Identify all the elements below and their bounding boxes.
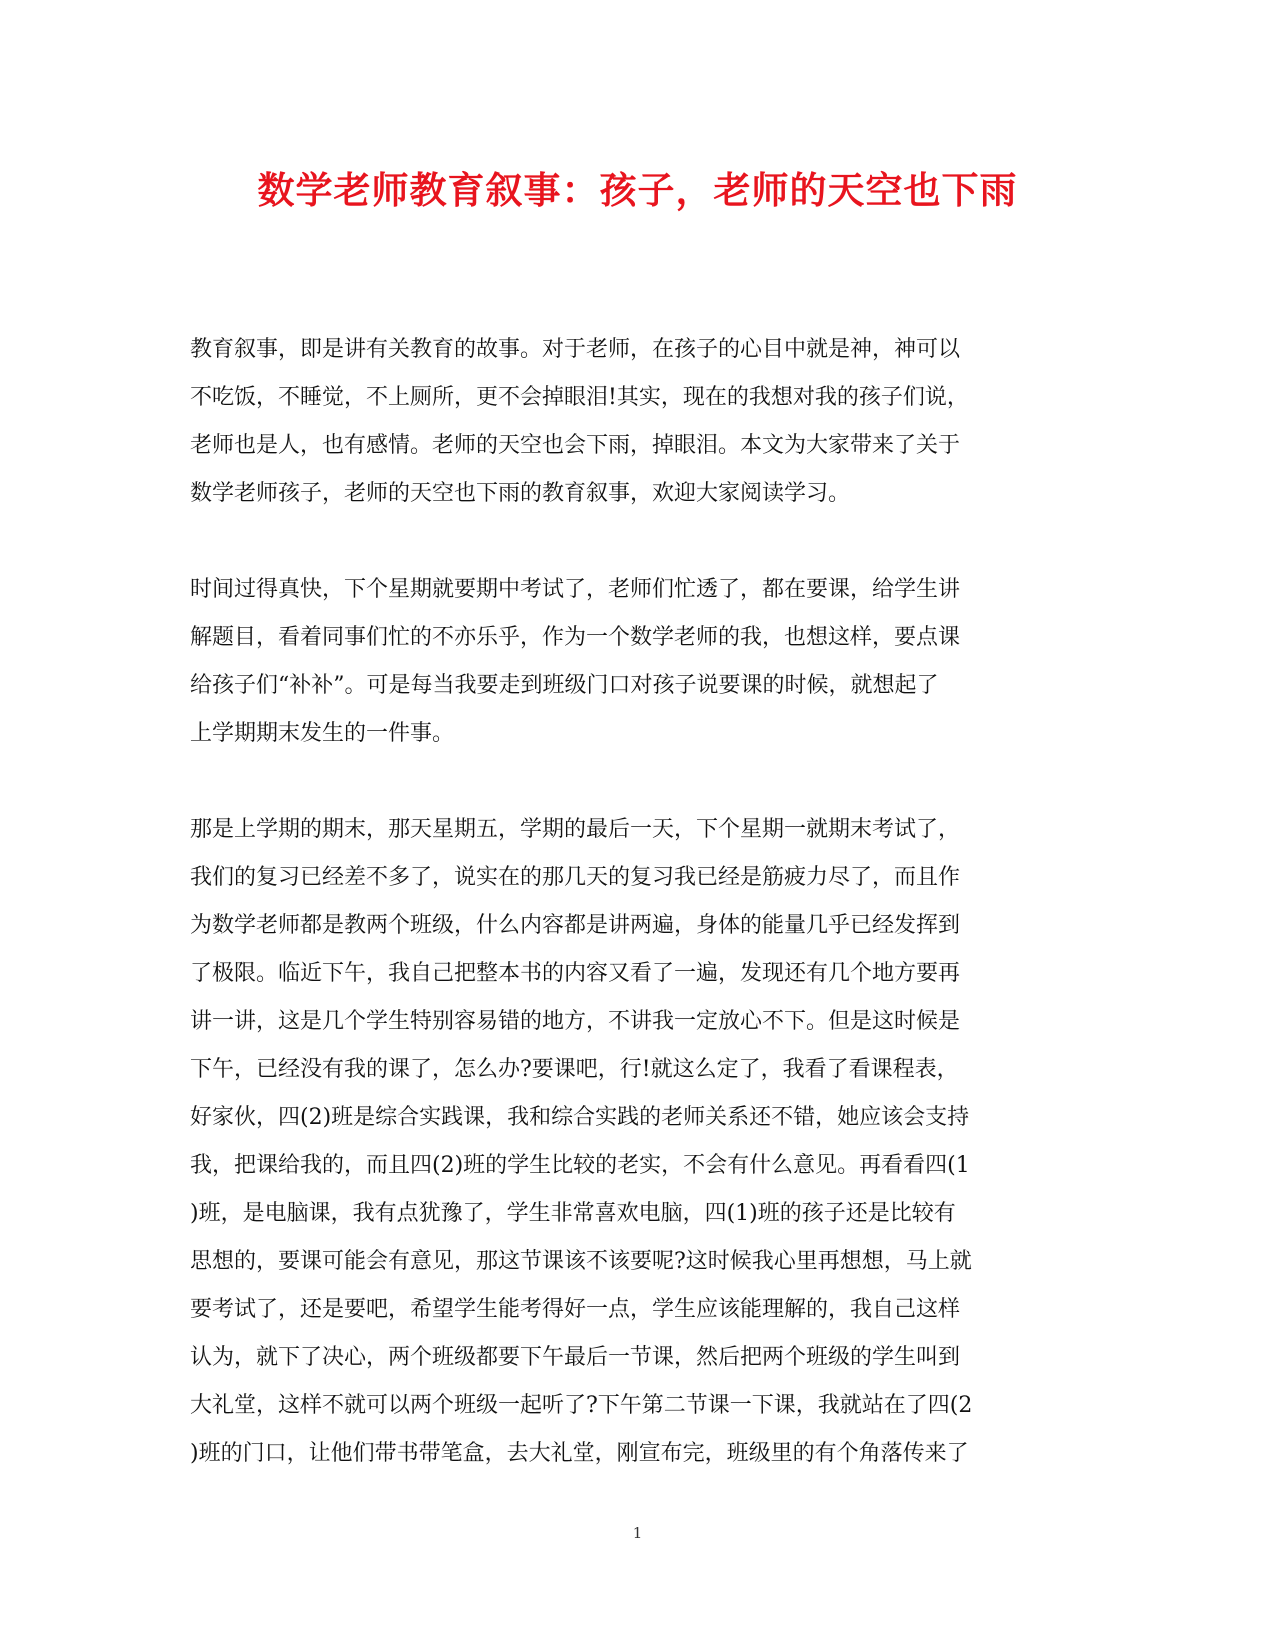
paragraph-line: 时间过得真快，下个星期就要期中考试了，老师们忙透了，都在要课，给学生讲: [190, 577, 961, 602]
paragraph-3: [190, 806, 1080, 1478]
paragraph-line: 给孩子们“补补”。可是每当我要走到班级门口对孩子说要课的时候，就想起了: [190, 673, 939, 698]
paragraph-line: 思想的，要课可能会有意见，那这节课该不该要呢?这时候我心里再想想，马上就: [190, 1249, 972, 1274]
paragraph-line: 解题目，看着同事们忙的不亦乐乎，作为一个数学老师的我，也想这样，要点课: [190, 625, 961, 650]
paragraph-line: 教育叙事，即是讲有关教育的故事。对于老师，在孩子的心目中就是神，神可以: [190, 337, 961, 362]
paragraph-2: [190, 566, 1080, 758]
paragraph-line: 老师也是人，也有感情。老师的天空也会下雨，掉眼泪。本文为大家带来了关于: [190, 433, 961, 458]
paragraph-line: )班，是电脑课，我有点犹豫了，学生非常喜欢电脑，四(1)班的孩子还是比较有: [190, 1201, 956, 1226]
paragraph-line: 我，把课给我的，而且四(2)班的学生比较的老实，不会有什么意见。再看看四(1: [190, 1153, 970, 1178]
paragraph-line: 那是上学期的期末，那天星期五，学期的最后一天，下个星期一就期末考试了，: [190, 817, 961, 842]
page-number: 1: [632, 1524, 643, 1542]
paragraph-line: 要考试了，还是要吧，希望学生能考得好一点，学生应该能理解的，我自己这样: [190, 1297, 961, 1322]
paragraph-line: 下午，已经没有我的课了，怎么办?要课吧，行!就这么定了，我看了看课程表，: [190, 1057, 959, 1082]
document-body: [190, 326, 1080, 1526]
paragraph-line: 了极限。临近下午，我自己把整本书的内容又看了一遍，发现还有几个地方要再: [190, 961, 961, 986]
paragraph-line: 大礼堂，这样不就可以两个班级一起听了?下午第二节课一下课，我就站在了四(2: [190, 1393, 973, 1418]
paragraph-line: 上学期期末发生的一件事。: [190, 721, 455, 746]
paragraph-line: 不吃饭，不睡觉，不上厕所，更不会掉眼泪!其实，现在的我想对我的孩子们说，: [190, 385, 969, 410]
paragraph-line: 讲一讲，这是几个学生特别容易错的地方，不讲我一定放心不下。但是这时候是: [190, 1009, 961, 1034]
paragraph-line: 数学老师孩子，老师的天空也下雨的教育叙事，欢迎大家阅读学习。: [190, 481, 851, 506]
paragraph-line: 为数学老师都是教两个班级，什么内容都是讲两遍，身体的能量几乎已经发挥到: [190, 913, 961, 938]
document-title: 数学老师教育叙事：孩子，老师的天空也下雨: [257, 168, 1018, 212]
paragraph-line: 好家伙，四(2)班是综合实践课，我和综合实践的老师关系还不错，她应该会支持: [190, 1105, 970, 1130]
paragraph-line: )班的门口，让他们带书带笔盒，去大礼堂，刚宣布完，班级里的有个角落传来了: [190, 1441, 969, 1466]
paragraph-line: 我们的复习已经差不多了，说实在的那几天的复习我已经是筋疲力尽了，而且作: [190, 865, 961, 890]
paragraph-line: 认为，就下了决心，两个班级都要下午最后一节课，然后把两个班级的学生叫到: [190, 1345, 961, 1370]
paragraph-1: [190, 326, 1080, 518]
